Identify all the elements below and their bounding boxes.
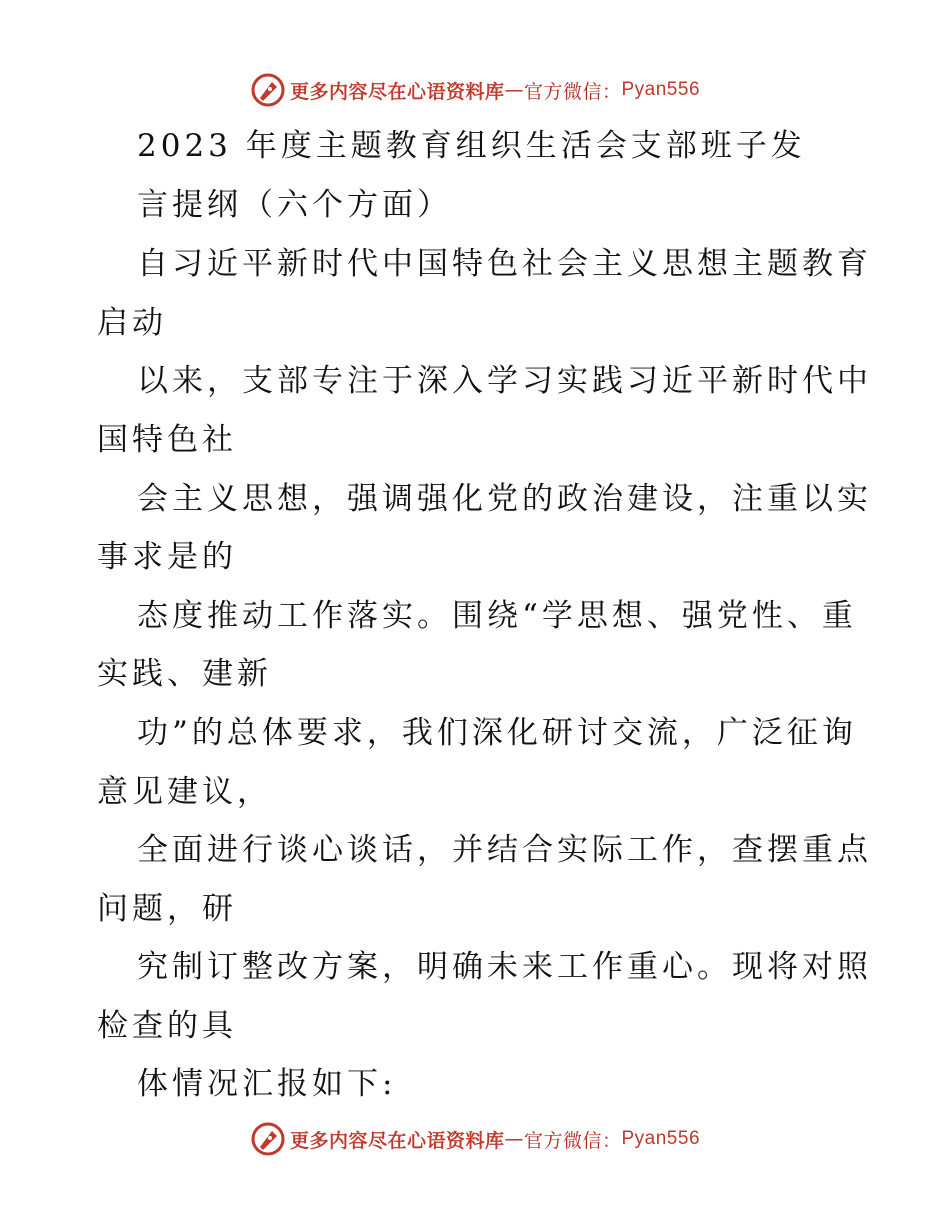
banner-contact-handle: Pyan556	[621, 1128, 701, 1149]
doc-paragraph-line: 以来，支部专注于深入学习实践习近平新时代中	[137, 363, 872, 399]
banner-brand-text: 更多内容尽在心语资料库	[289, 1129, 505, 1152]
doc-paragraph-line: 意见建议，	[97, 774, 272, 810]
doc-paragraph-line: 会主义思想，强调强化党的政治建设，注重以实	[137, 481, 872, 517]
doc-paragraph-line: 事求是的	[97, 539, 237, 575]
doc-paragraph-line: 态度推动工作落实。围绕“学思想、强党性、重	[137, 598, 857, 634]
pen-nib-logo-icon	[250, 1121, 286, 1157]
doc-paragraph-line: 功”的总体要求，我们深化研讨交流，广泛征询	[137, 715, 857, 751]
doc-paragraph-line: 实践、建新	[97, 656, 272, 692]
doc-paragraph-line: 检查的具	[97, 1008, 237, 1044]
doc-title-line-1: 2023 年度主题教育组织生活会支部班子发	[137, 128, 806, 164]
banner-contact-label: 官方微信：	[523, 1129, 622, 1152]
banner-contact-handle: Pyan556	[621, 79, 701, 100]
doc-paragraph-line: 问题，研	[97, 891, 237, 927]
doc-paragraph-line: 自习近平新时代中国特色社会主义思想主题教育	[137, 246, 872, 282]
doc-paragraph-line: 国特色社	[97, 422, 237, 458]
footer-banner	[0, 1119, 950, 1159]
doc-paragraph-line: 全面进行谈心谈话，并结合实际工作，查摆重点	[137, 832, 872, 868]
doc-paragraph-line: 究制订整改方案，明确未来工作重心。现将对照	[137, 949, 872, 985]
doc-title-line-2: 言提纲（六个方面）	[137, 187, 452, 223]
doc-paragraph-line: 启动	[97, 305, 167, 341]
banner-brand-text: 更多内容尽在心语资料库	[289, 80, 505, 103]
doc-paragraph-line: 体情况汇报如下:	[137, 1066, 397, 1102]
banner-dash: —	[504, 79, 524, 101]
banner-dash: —	[504, 1128, 524, 1150]
banner-contact-label: 官方微信：	[523, 80, 622, 103]
